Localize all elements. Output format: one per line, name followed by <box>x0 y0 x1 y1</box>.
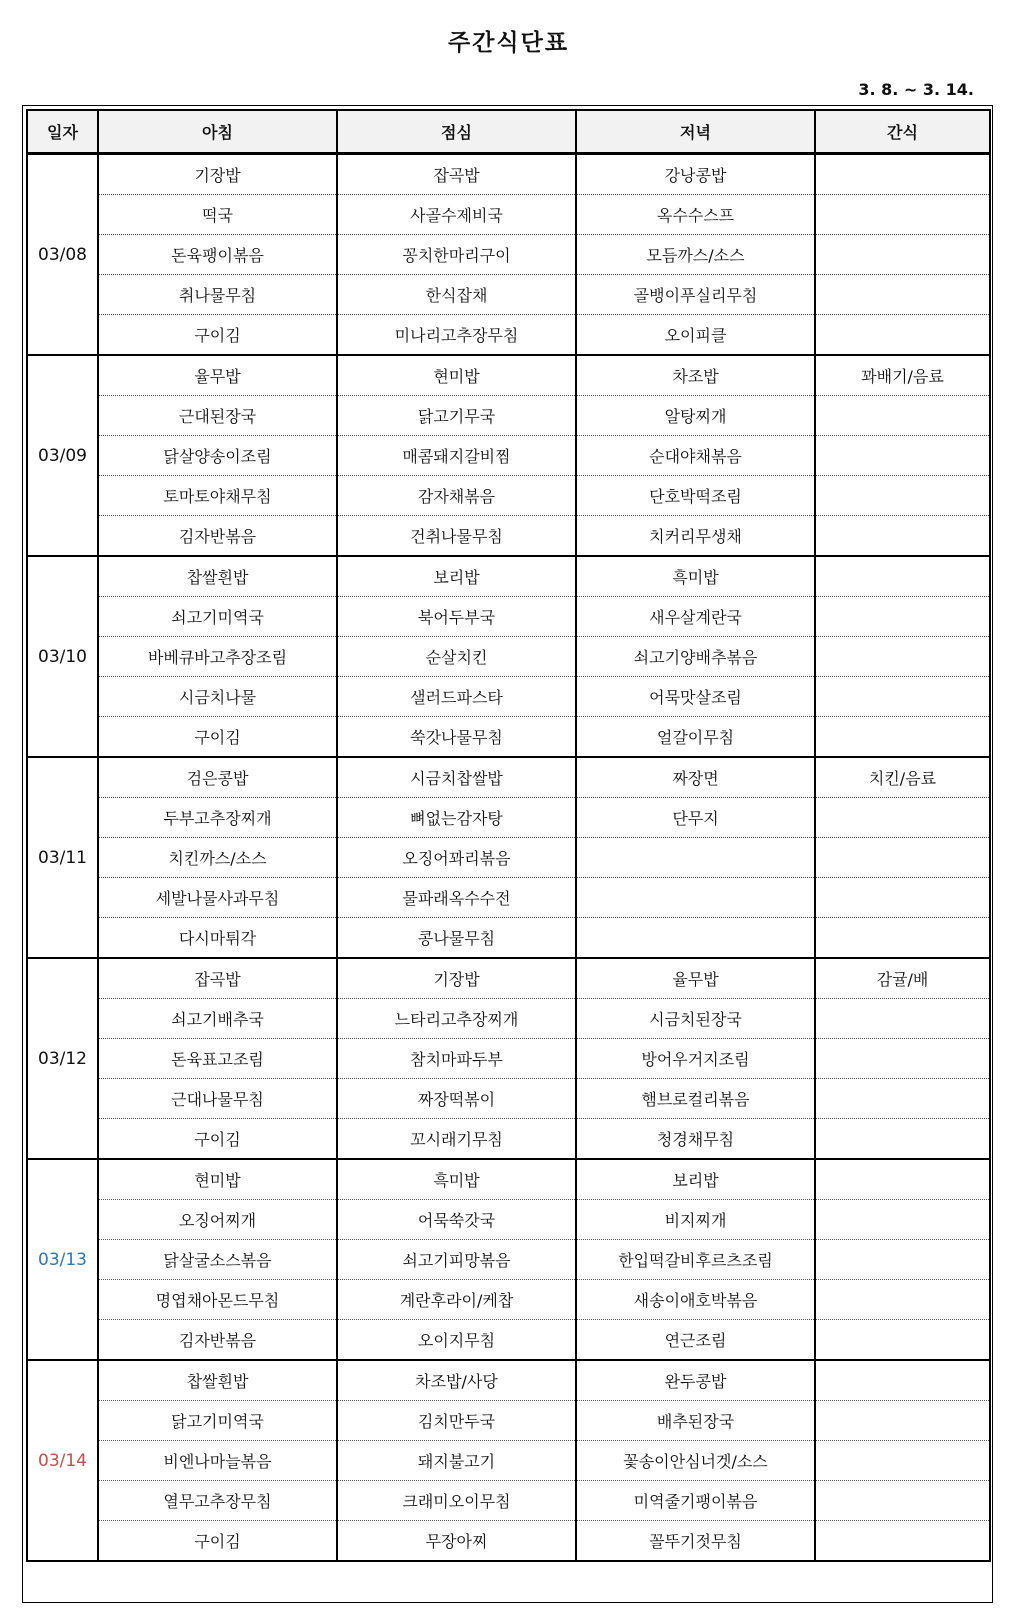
breakfast-cell: 떡국 <box>98 195 337 235</box>
breakfast-cell: 김자반볶음 <box>98 1320 337 1361</box>
lunch-cell: 느타리고추장찌개 <box>337 999 576 1039</box>
day-date: 03/09 <box>27 355 98 556</box>
dinner-cell: 어묵맛살조림 <box>576 677 815 717</box>
table-row <box>27 436 990 476</box>
table-row <box>27 999 990 1039</box>
snack-cell <box>815 798 990 838</box>
snack-cell <box>815 637 990 677</box>
snack-cell <box>815 1441 990 1481</box>
weekly-menu-table <box>26 109 991 1562</box>
dinner-cell: 꽃송이안심너겟/소스 <box>576 1441 815 1481</box>
header-snack: 간식 <box>815 110 990 154</box>
header-dinner: 저녁 <box>576 110 815 154</box>
table-row <box>27 1280 990 1320</box>
lunch-cell: 현미밥 <box>337 355 576 396</box>
breakfast-cell: 쇠고기배추국 <box>98 999 337 1039</box>
snack-cell <box>815 597 990 637</box>
day-date: 03/08 <box>27 154 98 356</box>
breakfast-cell: 찹쌀흰밥 <box>98 556 337 597</box>
dinner-cell: 시금치된장국 <box>576 999 815 1039</box>
snack-cell <box>815 556 990 597</box>
snack-cell <box>815 999 990 1039</box>
dinner-cell: 단무지 <box>576 798 815 838</box>
breakfast-cell: 열무고추장무침 <box>98 1481 337 1521</box>
lunch-cell: 흑미밥 <box>337 1159 576 1200</box>
day-date: 03/14 <box>27 1360 98 1561</box>
dinner-cell: 단호박떡조림 <box>576 476 815 516</box>
lunch-cell: 샐러드파스타 <box>337 677 576 717</box>
breakfast-cell: 닭고기미역국 <box>98 1401 337 1441</box>
breakfast-cell: 돈육표고조림 <box>98 1039 337 1079</box>
breakfast-cell: 구이김 <box>98 1119 337 1160</box>
lunch-cell: 쇠고기피망볶음 <box>337 1240 576 1280</box>
dinner-cell: 옥수수스프 <box>576 195 815 235</box>
table-row <box>27 637 990 677</box>
breakfast-cell: 세발나물사과무침 <box>98 878 337 918</box>
lunch-cell: 콩나물무침 <box>337 918 576 959</box>
table-row <box>27 878 990 918</box>
dinner-cell: 강낭콩밥 <box>576 154 815 195</box>
snack-cell <box>815 1240 990 1280</box>
dinner-cell: 골뱅이푸실리무침 <box>576 275 815 315</box>
lunch-cell: 오징어꽈리볶음 <box>337 838 576 878</box>
dinner-cell: 오이피클 <box>576 315 815 356</box>
snack-cell <box>815 1119 990 1160</box>
snack-cell: 감귤/배 <box>815 958 990 999</box>
dinner-cell: 쇠고기양배추볶음 <box>576 637 815 677</box>
snack-cell: 꽈배기/음료 <box>815 355 990 396</box>
table-row <box>27 1079 990 1119</box>
breakfast-cell: 닭살굴소스볶음 <box>98 1240 337 1280</box>
day-date: 03/12 <box>27 958 98 1159</box>
lunch-cell: 매콤돼지갈비찜 <box>337 436 576 476</box>
dinner-cell: 방어우거지조림 <box>576 1039 815 1079</box>
dinner-cell: 완두콩밥 <box>576 1360 815 1401</box>
dinner-cell: 꼴뚜기젓무침 <box>576 1521 815 1562</box>
table-row <box>27 1481 990 1521</box>
dinner-cell: 햄브로컬리볶음 <box>576 1079 815 1119</box>
snack-cell <box>815 1521 990 1562</box>
breakfast-cell: 닭살양송이조림 <box>98 436 337 476</box>
date-range: 3. 8. ~ 3. 14. <box>858 80 974 99</box>
dinner-cell: 짜장면 <box>576 757 815 798</box>
snack-cell <box>815 154 990 195</box>
header-date: 일자 <box>27 110 98 154</box>
breakfast-cell: 검은콩밥 <box>98 757 337 798</box>
breakfast-cell: 구이김 <box>98 315 337 356</box>
lunch-cell: 순살치킨 <box>337 637 576 677</box>
day-date: 03/13 <box>27 1159 98 1360</box>
table-row <box>27 1521 990 1562</box>
lunch-cell: 미나리고추장무침 <box>337 315 576 356</box>
lunch-cell: 사골수제비국 <box>337 195 576 235</box>
dinner-cell: 알탕찌개 <box>576 396 815 436</box>
table-row <box>27 1039 990 1079</box>
lunch-cell: 꼬시래기무침 <box>337 1119 576 1160</box>
table-row <box>27 195 990 235</box>
table-row <box>27 798 990 838</box>
breakfast-cell: 명엽채아몬드무침 <box>98 1280 337 1320</box>
dinner-cell: 모듬까스/소스 <box>576 235 815 275</box>
table-row <box>27 556 990 597</box>
snack-cell <box>815 1159 990 1200</box>
table-row <box>27 838 990 878</box>
snack-cell <box>815 1481 990 1521</box>
table-row <box>27 1360 990 1401</box>
snack-cell <box>815 516 990 557</box>
table-row <box>27 958 990 999</box>
lunch-cell: 차조밥/사당 <box>337 1360 576 1401</box>
lunch-cell: 물파래옥수수전 <box>337 878 576 918</box>
lunch-cell: 김치만두국 <box>337 1401 576 1441</box>
table-row <box>27 275 990 315</box>
snack-cell <box>815 195 990 235</box>
table-row <box>27 154 990 195</box>
breakfast-cell: 다시마튀각 <box>98 918 337 959</box>
table-row <box>27 1159 990 1200</box>
snack-cell <box>815 1401 990 1441</box>
lunch-cell: 돼지불고기 <box>337 1441 576 1481</box>
table-row <box>27 1320 990 1361</box>
dinner-cell: 한입떡갈비후르츠조림 <box>576 1240 815 1280</box>
table-row <box>27 597 990 637</box>
dinner-cell: 율무밥 <box>576 958 815 999</box>
menu-body <box>27 154 990 1562</box>
page-title: 주간식단표 <box>447 30 570 56</box>
lunch-cell: 닭고기무국 <box>337 396 576 436</box>
snack-cell <box>815 396 990 436</box>
lunch-cell: 참치마파두부 <box>337 1039 576 1079</box>
breakfast-cell: 오징어찌개 <box>98 1200 337 1240</box>
snack-cell <box>815 918 990 959</box>
snack-cell <box>815 838 990 878</box>
dinner-cell <box>576 918 815 959</box>
table-row <box>27 717 990 758</box>
dinner-cell: 미역줄기팽이볶음 <box>576 1481 815 1521</box>
table-row <box>27 235 990 275</box>
breakfast-cell: 율무밥 <box>98 355 337 396</box>
breakfast-cell: 구이김 <box>98 1521 337 1562</box>
breakfast-cell: 돈육팽이볶음 <box>98 235 337 275</box>
table-row <box>27 476 990 516</box>
header-breakfast: 아침 <box>98 110 337 154</box>
snack-cell <box>815 1280 990 1320</box>
lunch-cell: 건취나물무침 <box>337 516 576 557</box>
lunch-cell: 기장밥 <box>337 958 576 999</box>
dinner-cell <box>576 878 815 918</box>
lunch-cell: 시금치찹쌀밥 <box>337 757 576 798</box>
lunch-cell: 쑥갓나물무침 <box>337 717 576 758</box>
lunch-cell: 계란후라이/케찹 <box>337 1280 576 1320</box>
lunch-cell: 보리밥 <box>337 556 576 597</box>
dinner-cell: 새우살계란국 <box>576 597 815 637</box>
breakfast-cell: 찹쌀흰밥 <box>98 1360 337 1401</box>
table-row <box>27 315 990 356</box>
breakfast-cell: 기장밥 <box>98 154 337 195</box>
dinner-cell: 순대야채볶음 <box>576 436 815 476</box>
snack-cell <box>815 1079 990 1119</box>
dinner-cell: 새송이애호박볶음 <box>576 1280 815 1320</box>
lunch-cell: 무장아찌 <box>337 1521 576 1562</box>
lunch-cell: 북어두부국 <box>337 597 576 637</box>
lunch-cell: 어묵쑥갓국 <box>337 1200 576 1240</box>
snack-cell <box>815 1039 990 1079</box>
breakfast-cell: 취나물무침 <box>98 275 337 315</box>
breakfast-cell: 치킨까스/소스 <box>98 838 337 878</box>
table-row <box>27 1441 990 1481</box>
table-row <box>27 1240 990 1280</box>
breakfast-cell: 쇠고기미역국 <box>98 597 337 637</box>
lunch-cell: 꽁치한마리구이 <box>337 235 576 275</box>
snack-cell <box>815 1320 990 1361</box>
snack-cell <box>815 436 990 476</box>
snack-cell: 치킨/음료 <box>815 757 990 798</box>
breakfast-cell: 근대된장국 <box>98 396 337 436</box>
breakfast-cell: 바베큐바고추장조림 <box>98 637 337 677</box>
breakfast-cell: 비엔나마늘볶음 <box>98 1441 337 1481</box>
snack-cell <box>815 717 990 758</box>
lunch-cell: 크래미오이무침 <box>337 1481 576 1521</box>
snack-cell <box>815 275 990 315</box>
dinner-cell: 치커리무생채 <box>576 516 815 557</box>
table-row <box>27 355 990 396</box>
lunch-cell: 오이지무침 <box>337 1320 576 1361</box>
dinner-cell: 비지찌개 <box>576 1200 815 1240</box>
dinner-cell <box>576 838 815 878</box>
table-row <box>27 516 990 557</box>
breakfast-cell: 현미밥 <box>98 1159 337 1200</box>
header-lunch: 점심 <box>337 110 576 154</box>
lunch-cell: 잡곡밥 <box>337 154 576 195</box>
dinner-cell: 차조밥 <box>576 355 815 396</box>
table-row <box>27 1119 990 1160</box>
day-date: 03/11 <box>27 757 98 958</box>
breakfast-cell: 근대나물무침 <box>98 1079 337 1119</box>
dinner-cell: 배추된장국 <box>576 1401 815 1441</box>
table-row <box>27 677 990 717</box>
header-row <box>27 110 990 154</box>
dinner-cell: 얼갈이무침 <box>576 717 815 758</box>
dinner-cell: 청경채무침 <box>576 1119 815 1160</box>
breakfast-cell: 토마토야채무침 <box>98 476 337 516</box>
breakfast-cell: 시금치나물 <box>98 677 337 717</box>
table-row <box>27 757 990 798</box>
snack-cell <box>815 315 990 356</box>
breakfast-cell: 잡곡밥 <box>98 958 337 999</box>
table-row <box>27 1401 990 1441</box>
breakfast-cell: 김자반볶음 <box>98 516 337 557</box>
day-date: 03/10 <box>27 556 98 757</box>
snack-cell <box>815 235 990 275</box>
snack-cell <box>815 677 990 717</box>
dinner-cell: 보리밥 <box>576 1159 815 1200</box>
table-row <box>27 1200 990 1240</box>
breakfast-cell: 구이김 <box>98 717 337 758</box>
breakfast-cell: 두부고추장찌개 <box>98 798 337 838</box>
snack-cell <box>815 878 990 918</box>
lunch-cell: 한식잡채 <box>337 275 576 315</box>
dinner-cell: 연근조림 <box>576 1320 815 1361</box>
snack-cell <box>815 476 990 516</box>
lunch-cell: 감자채볶음 <box>337 476 576 516</box>
snack-cell <box>815 1200 990 1240</box>
lunch-cell: 뼈없는감자탕 <box>337 798 576 838</box>
lunch-cell: 짜장떡볶이 <box>337 1079 576 1119</box>
table-row <box>27 918 990 959</box>
dinner-cell: 흑미밥 <box>576 556 815 597</box>
table-row <box>27 396 990 436</box>
snack-cell <box>815 1360 990 1401</box>
